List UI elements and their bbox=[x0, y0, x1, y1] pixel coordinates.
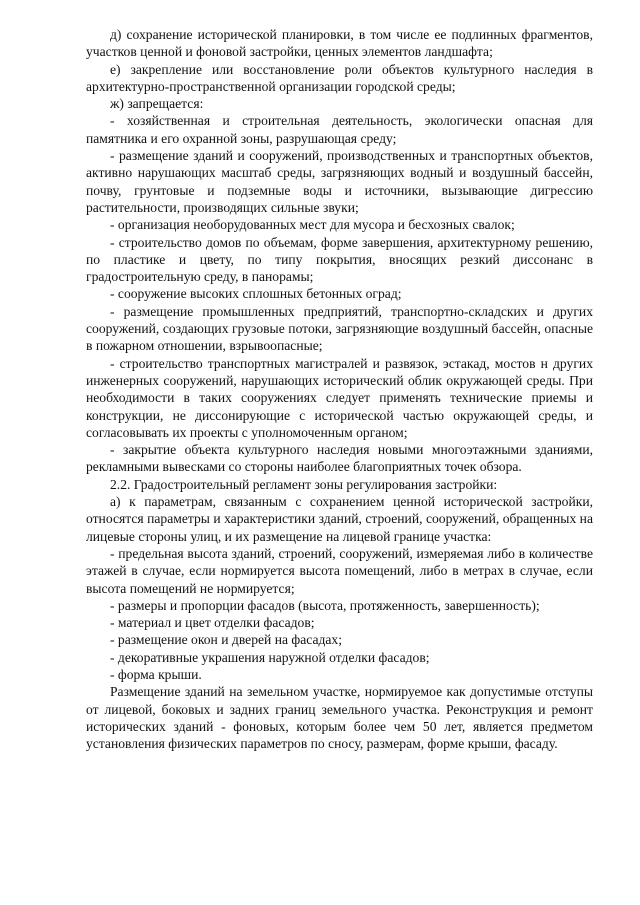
list-item-prohibited-4: - строительство домов по объемам, форме завершения, архитектурному решению, по пластике и цвету, по типу покрытия, вносящих резкий диссонанс в градостроительную среду, в панорамы; bbox=[86, 234, 593, 285]
list-item-prohibited-8: - закрытие объекта культурного наследия новыми многоэтажными зданиями, рекламными вывесками со стороны наиболее благоприятных точек обзора. bbox=[86, 442, 593, 475]
list-item-parameter-5: - декоративные украшения наружной отделки фасадов; bbox=[110, 649, 430, 665]
list-item-prohibited-2: - размещение зданий и сооружений, производственных и транспортных объектов, активно нарушающих масштаб среды, загрязняющих водный и воздушный бассейн, почву, грунтовые и подземные воды и источники, вызывающие дигрессию растительности, производящих сильные звуки; bbox=[86, 148, 593, 215]
list-item-prohibited-6: - размещение промышленных предприятий, транспортно-складских и других сооружений, создающих грузовые потоки, загрязняющие воздушный бассейн, опасные в пожарном отношении, взрывоопасные; bbox=[86, 303, 593, 354]
paragraph-item-zh: ж) запрещается: bbox=[110, 96, 204, 112]
list-item-parameter-1: - предельная высота зданий, строений, сооружений, измеряемая либо в количестве этажей в случае, если нормируется высота помещений, либо в метрах в случае, если высота помещений не нормируется; bbox=[86, 545, 593, 596]
list-item-parameter-3: - материал и цвет отделки фасадов; bbox=[110, 615, 315, 631]
closing-paragraph: Размещение зданий на земельном участке, нормируемое как допустимые отступы от лицевой, боковых и задних границ земельного участка. Реконструкция и ремонт исторических зданий - фоновых, которым более чем 50 лет, является предметом установления физических параметров по сносу, размерам, форме крыши, фасаду. bbox=[86, 684, 593, 752]
list-item-prohibited-5: - сооружение высоких сплошных бетонных оград; bbox=[110, 286, 402, 302]
list-item-parameter-4: - размещение окон и дверей на фасадах; bbox=[110, 632, 343, 648]
paragraph-item-e: е) закрепление или восстановление роли объектов культурного наследия в архитектурно-пространственной организации городской среды; bbox=[86, 61, 593, 94]
paragraph-item-a: а) к параметрам, связанным с сохранением ценной исторической застройки, относятся параметры и характеристики зданий, строений, сооружений, обращенных на лицевые стороны улиц, и их размещение на лицевой границе участка: bbox=[86, 494, 593, 544]
list-item-parameter-6: - форма крыши. bbox=[110, 666, 202, 682]
document-page bbox=[86, 26, 593, 752]
list-item-parameter-2: - размеры и пропорции фасадов (высота, протяженность, завершенность); bbox=[110, 597, 540, 613]
list-item-prohibited-3: - организация необорудованных мест для мусора и бесхозных свалок; bbox=[110, 217, 515, 233]
paragraph-item-d: д) сохранение исторической планировки, в том числе ее подлинных фрагментов, участков ценной и фоновой застройки, ценных элементов ландшафта; bbox=[86, 27, 593, 60]
list-item-prohibited-7: - строительство транспортных магистралей и развязок, эстакад, мостов н других инженерных сооружений, нарушающих исторический облик окружающей среды. При необходимости в таких сооружениях следует применять технические приемы и конструкции, не диссонирующие с исторической частью окружающей среды, и согласовывать их проекты с уполномоченным органом; bbox=[86, 355, 593, 440]
list-item-prohibited-1: - хозяйственная и строительная деятельность, экологически опасная для памятника и его охранной зоны, разрушающая среду; bbox=[86, 113, 593, 146]
section-heading-2-2: 2.2. Градостроительный регламент зоны регулирования застройки: bbox=[110, 476, 498, 492]
